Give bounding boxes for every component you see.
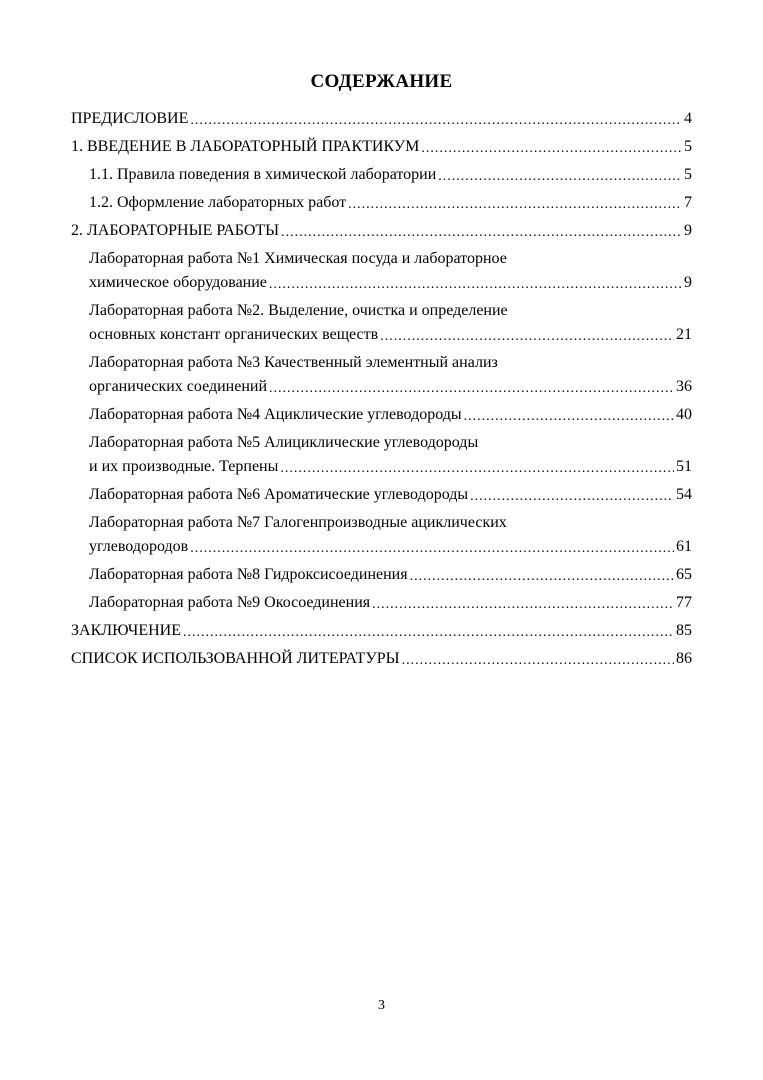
dot-leader [421, 136, 682, 156]
toc-page-number: 9 [684, 274, 692, 291]
toc-entry-title: 1.2. Оформление лабораторных работ [89, 194, 347, 211]
toc-entry-title: химическое оборудование [89, 274, 267, 291]
toc-entry-title: Лабораторная работа №7 Галогенпроизводные ациклических [89, 514, 507, 531]
toc-page-number: 21 [676, 326, 692, 343]
toc-entry [89, 483, 692, 507]
toc-page-number: 9 [684, 222, 692, 239]
toc-entry [89, 511, 692, 559]
toc-entry-title: ПРЕДИСЛОВИЕ [71, 110, 189, 127]
dot-leader [190, 108, 682, 128]
dot-leader [410, 564, 674, 584]
dot-leader [380, 324, 674, 344]
toc-entry [71, 619, 692, 643]
dot-leader [269, 272, 682, 292]
toc-entry-title: Лабораторная работа №6 Ароматические углеводороды [89, 486, 469, 503]
toc-entry-title: основных констант органических веществ [89, 326, 379, 343]
dot-leader [372, 592, 674, 612]
toc-page-number: 51 [676, 458, 692, 475]
toc-entry-title: Лабораторная работа №4 Ациклические углеводороды [89, 406, 462, 423]
toc-entry [89, 351, 692, 399]
dot-leader [464, 404, 674, 424]
toc-entry [89, 431, 692, 479]
toc-entry [89, 403, 692, 427]
toc-page-number: 40 [676, 406, 692, 423]
toc-page-number: 7 [684, 194, 692, 211]
dot-leader [269, 376, 674, 396]
toc-entry-title: углеводородов [89, 538, 189, 555]
toc-entry [71, 647, 692, 671]
toc-entry [89, 563, 692, 587]
toc-entry [89, 299, 692, 347]
dot-leader [470, 484, 674, 504]
toc-entry-title: 1.1. Правила поведения в химической лаборатории [89, 166, 437, 183]
toc-page-number: 4 [684, 110, 692, 127]
toc-entry [71, 107, 692, 131]
page-title: СОДЕРЖАНИЕ [310, 71, 453, 92]
toc-entry [71, 135, 692, 159]
toc-entry-title: органических соединений [89, 378, 268, 395]
toc-entry-title: Лабораторная работа №9 Окосоединения [89, 594, 371, 611]
toc-entry [89, 591, 692, 615]
dot-leader [438, 164, 682, 184]
toc-page-number: 86 [676, 650, 692, 667]
toc-page-number: 5 [684, 166, 692, 183]
toc-page-number: 77 [676, 594, 692, 611]
table-of-contents [71, 107, 692, 671]
toc-entry-title: 2. ЛАБОРАТОРНЫЕ РАБОТЫ [71, 222, 280, 239]
toc-entry [71, 219, 692, 243]
toc-page-number: 5 [684, 138, 692, 155]
toc-entry [89, 247, 692, 295]
dot-leader [183, 620, 674, 640]
dot-leader [280, 456, 674, 476]
toc-entry-title: Лабораторная работа №8 Гидроксисоединения [89, 566, 408, 583]
toc-page-number: 61 [676, 538, 692, 555]
toc-entry-title: Лабораторная работа №1 Химическая посуда и лабораторное [89, 250, 507, 267]
toc-entry-title: и их производные. Терпены [89, 458, 279, 475]
toc-entry-title: СПИСОК ИСПОЛЬЗОВАННОЙ ЛИТЕРАТУРЫ [71, 650, 400, 667]
toc-page-number: 36 [676, 378, 692, 395]
toc-entry-title: ЗАКЛЮЧЕНИЕ [71, 622, 181, 639]
toc-entry-title: Лабораторная работа №3 Качественный элементный анализ [89, 354, 498, 371]
toc-entry [89, 163, 692, 187]
page-number: 3 [378, 998, 385, 1013]
toc-entry-title: Лабораторная работа №2. Выделение, очистка и определение [89, 302, 508, 319]
toc-page-number: 85 [676, 622, 692, 639]
toc-entry [89, 191, 692, 215]
toc-page-number: 65 [676, 566, 692, 583]
toc-entry-title: Лабораторная работа №5 Алициклические углеводороды [89, 434, 479, 451]
toc-entry-title: 1. ВВЕДЕНИЕ В ЛАБОРАТОРНЫЙ ПРАКТИКУМ [71, 138, 420, 155]
dot-leader [402, 648, 674, 668]
toc-page-number: 54 [676, 486, 692, 503]
dot-leader [281, 220, 682, 240]
dot-leader [190, 536, 674, 556]
dot-leader [348, 192, 682, 212]
